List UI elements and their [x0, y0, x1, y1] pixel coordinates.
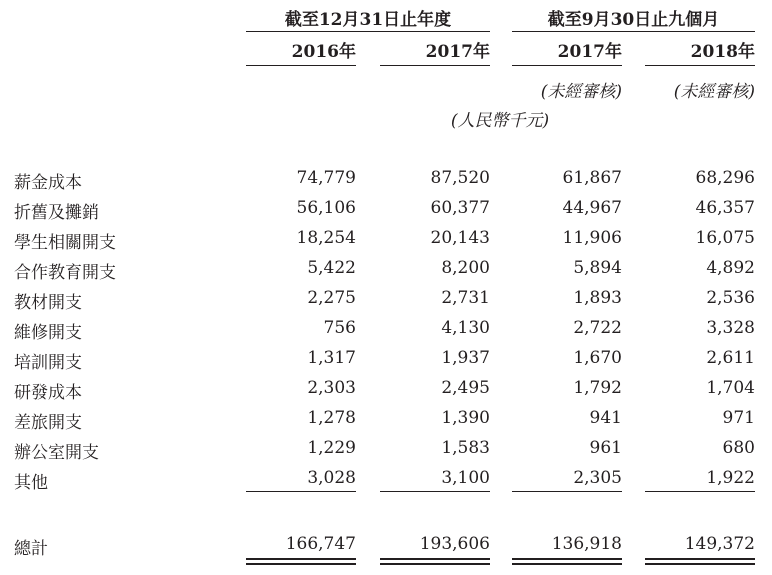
cell-2016: 1,317: [307, 348, 356, 368]
cell-2016: 2,303: [307, 378, 356, 398]
row-label: 折舊及攤銷: [14, 203, 99, 223]
total-2017-fy: 193,606: [419, 534, 490, 554]
cell-2017-fy: 2,731: [441, 288, 490, 308]
cell-2018-9m: 1,922: [706, 468, 755, 488]
row-label: 差旅開支: [14, 413, 82, 433]
cell-2017-9m: 1,792: [573, 378, 622, 398]
cell-2016: 18,254: [296, 228, 356, 248]
cell-2018-9m: 2,611: [706, 348, 755, 368]
cell-2017-9m: 44,967: [562, 198, 622, 218]
year-header-2016: 2016年: [291, 42, 356, 62]
year-rule-2: [380, 65, 490, 66]
table-row-travel: [0, 404, 772, 434]
header-group-nine-months-rule: [512, 31, 755, 32]
cell-2018-9m: 2,536: [706, 288, 755, 308]
cell-2017-fy: 87,520: [430, 168, 490, 188]
total-label: 總計: [14, 539, 48, 559]
currency-note: (人民幣千元): [450, 111, 550, 131]
cell-2016: 3,028: [307, 468, 356, 488]
table-row-teaching-materials: [0, 284, 772, 314]
table-row-training: [0, 344, 772, 374]
subtotal-rule-4: [645, 491, 755, 492]
table-row-others: [0, 464, 772, 494]
cell-2017-fy: 20,143: [430, 228, 490, 248]
row-label: 學生相關開支: [14, 233, 116, 253]
row-label: 培訓開支: [14, 353, 82, 373]
cell-2017-9m: 5,894: [573, 258, 622, 278]
subtotal-rule-2: [380, 491, 490, 492]
table-row-research: [0, 374, 772, 404]
total-double-rule-1b: [246, 563, 356, 565]
table-row-office: [0, 434, 772, 464]
cell-2016: 2,275: [307, 288, 356, 308]
total-double-rule-1a: [246, 558, 356, 560]
year-header-2017-9m: 2017年: [557, 42, 622, 62]
table-row-cooperative-education: [0, 254, 772, 284]
year-rule-3: [512, 65, 622, 66]
cell-2018-9m: 971: [722, 408, 755, 428]
row-label: 維修開支: [14, 323, 82, 343]
row-label: 辦公室開支: [14, 443, 99, 463]
year-rule-1: [246, 65, 356, 66]
table-row-salary: [0, 164, 772, 194]
row-label: 教材開支: [14, 293, 82, 313]
year-rule-4: [645, 65, 755, 66]
cell-2018-9m: 46,357: [695, 198, 755, 218]
cell-2017-9m: 61,867: [562, 168, 622, 188]
row-label: 合作教育開支: [14, 263, 116, 283]
cell-2017-9m: 1,670: [573, 348, 622, 368]
header-group-fiscal-year-rule: [246, 31, 490, 32]
total-double-rule-4a: [645, 558, 755, 560]
cell-2017-fy: 1,583: [441, 438, 490, 458]
header-group-nine-months: 截至9月30日止九個月: [547, 10, 720, 30]
total-double-rule-2b: [380, 563, 490, 565]
cell-2018-9m: 680: [722, 438, 755, 458]
cell-2018-9m: 3,328: [706, 318, 755, 338]
total-2018-9m: 149,372: [684, 534, 755, 554]
table-row-depreciation: [0, 194, 772, 224]
total-double-rule-3b: [512, 563, 622, 565]
cell-2016: 1,229: [307, 438, 356, 458]
header-group-fiscal-year: 截至12月31日止年度: [284, 10, 452, 30]
cell-2017-9m: 941: [589, 408, 622, 428]
cell-2017-9m: 2,722: [573, 318, 622, 338]
cell-2018-9m: 16,075: [695, 228, 755, 248]
table-row-total: [0, 530, 772, 560]
total-2017-9m: 136,918: [551, 534, 622, 554]
cell-2017-fy: 3,100: [441, 468, 490, 488]
unaudited-note-2018: (未經審核): [673, 82, 755, 102]
cell-2017-fy: 1,937: [441, 348, 490, 368]
row-label: 薪金成本: [14, 173, 82, 193]
cell-2016: 56,106: [296, 198, 356, 218]
cell-2016: 5,422: [307, 258, 356, 278]
cell-2018-9m: 4,892: [706, 258, 755, 278]
unaudited-note-2017: (未經審核): [540, 82, 622, 102]
cell-2018-9m: 68,296: [695, 168, 755, 188]
cell-2017-fy: 4,130: [441, 318, 490, 338]
cell-2017-fy: 8,200: [441, 258, 490, 278]
table-row-student-expenses: [0, 224, 772, 254]
subtotal-rule-3: [512, 491, 622, 492]
cell-2016: 74,779: [296, 168, 356, 188]
cell-2016: 756: [323, 318, 356, 338]
subtotal-rule-1: [246, 491, 356, 492]
cell-2016: 1,278: [307, 408, 356, 428]
total-double-rule-3a: [512, 558, 622, 560]
cell-2017-9m: 11,906: [562, 228, 622, 248]
year-header-2018-9m: 2018年: [690, 42, 755, 62]
cell-2018-9m: 1,704: [706, 378, 755, 398]
total-double-rule-4b: [645, 563, 755, 565]
row-label: 研發成本: [14, 383, 82, 403]
table-row-maintenance: [0, 314, 772, 344]
year-header-2017-fy: 2017年: [425, 42, 490, 62]
cell-2017-9m: 1,893: [573, 288, 622, 308]
cell-2017-fy: 60,377: [430, 198, 490, 218]
total-2016: 166,747: [285, 534, 356, 554]
cell-2017-fy: 2,495: [441, 378, 490, 398]
cell-2017-9m: 2,305: [573, 468, 622, 488]
cell-2017-fy: 1,390: [441, 408, 490, 428]
total-double-rule-2a: [380, 558, 490, 560]
row-label: 其他: [14, 473, 48, 493]
cell-2017-9m: 961: [589, 438, 622, 458]
